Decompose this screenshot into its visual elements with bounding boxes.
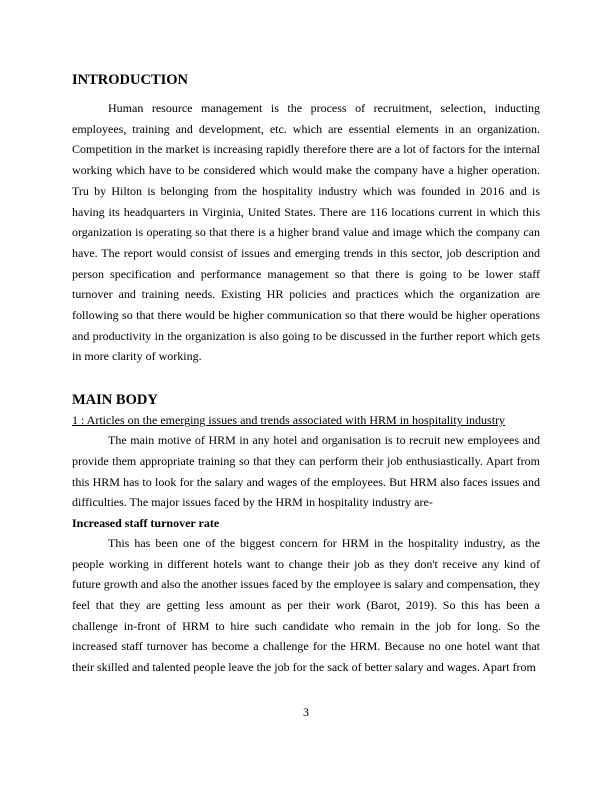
introduction-paragraph: Human resource management is the process of recruitment, selection, inducting employees, training and development, etc. which are essential elements in an organization. Competition in the market is increasing rapidly therefore there are a lot of factors for the internal working which have to be considered which would make the company have a higher operation. Tru by Hilton is belonging from the hospitality industry which was founded in 2016 and is having its headquarters in Virginia, United States. There are 116 locations current in which this organization is operating so that there is a higher brand value and image which the company can have. The report would consist of issues and emerging trends in this sector, job description and person specification and performance management so that there is going to be lower staff turnover and training needs. Existing HR policies and practices which the organization are following so that there would be higher communication so that there would be higher operations and productivity in the organization is also going to be discussed in the further report which gets in more clarity of working. — [72, 101, 540, 364]
introduction-heading: INTRODUCTION — [72, 72, 189, 88]
spacer — [72, 90, 540, 98]
main-body-heading: MAIN BODY — [72, 392, 158, 409]
turnover-paragraph: This has been one of the biggest concern for HRM in the hospitality industry, as the people working in different hotels want to change their job as they don't receive any kind of future growth and also the another issues faced by the employee is salary and compensation, they feel that they are getting less amount as per their work (Barot, 2019). So this has been a challenge in-front of HRM to hire such candidate who remain in the job for long. So the increased staff turnover has become a challenge for the HRM. Because no one hotel want that their skilled and talented people leave the job for the sack of better salary and wages. Apart from — [72, 535, 540, 675]
page-number: 3 — [303, 705, 309, 719]
page-content — [72, 70, 540, 678]
spacer — [72, 367, 540, 390]
main-body-paragraph: The main motive of HRM in any hotel and organisation is to recruit new employees and provide them appropriate training so that they can perform their job enthusiastically. Apart from this HRM has to look for the salary and wages of the employees. But HRM also faces issues and difficulties. The major issues faced by the HRM in hospitality industry are- — [72, 433, 540, 510]
section-1-title: 1 : Articles on the emerging issues and trends associated with HRM in hospitality industry — [72, 413, 506, 428]
turnover-subheading: Increased staff turnover rate — [72, 515, 220, 530]
